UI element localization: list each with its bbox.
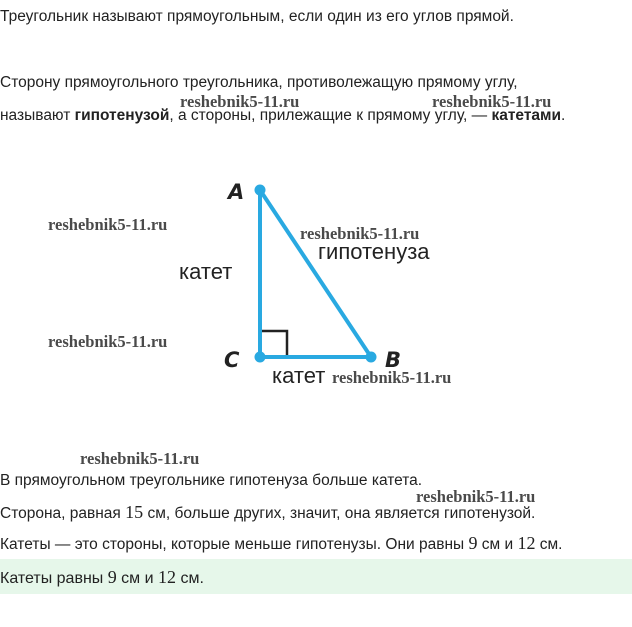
s3-text-b: см и [477,536,518,553]
watermark: reshebnik5-11.ru [416,487,536,506]
answer-box [0,559,632,594]
watermark: reshebnik5-11.ru [332,368,452,387]
watermark: reshebnik5-11.ru [300,224,420,243]
s3-text-c: см. [535,536,563,553]
answer-number-1: 9 [107,567,117,587]
solution-line-3 [0,533,562,554]
s2-text-b: см, больше других, значит, она является гипотенузой. [143,505,536,522]
s3-number-1: 9 [468,533,478,553]
watermark: reshebnik5-11.ru [180,92,300,111]
term-legs: катетами [491,107,562,124]
s3-number-2: 12 [517,533,536,553]
watermark: reshebnik5-11.ru [48,215,168,234]
terms-text-a: называют [0,107,75,124]
s2-text-a: Сторона, равная [0,505,126,522]
definition-text: Треугольник называют прямоугольным, если один из его углов прямой. [0,8,514,25]
vertex-b-label: B [385,348,402,372]
answer-text-b: см и [116,570,159,587]
vertex-c-label: C [224,348,240,372]
answer-text-c: см. [176,570,204,587]
terms-line-1: Сторону прямоугольного треугольника, противолежащую прямому углу, [0,74,518,91]
answer-number-2: 12 [158,567,177,587]
term-hypotenuse: гипотенузой [74,107,170,124]
watermark: reshebnik5-11.ru [432,92,552,111]
right-angle-mark [262,331,287,355]
solution-line-2 [0,502,535,523]
s3-text-a: Катеты — это стороны, которые меньше гипотенузы. Они равны [0,536,469,553]
terms-text-b: , а стороны, прилежащие к прямому углу, — [169,107,492,124]
watermark: reshebnik5-11.ru [48,332,168,351]
watermark: reshebnik5-11.ru [80,449,200,468]
answer-text-a: Катеты равны [0,570,108,587]
answer-text [0,567,204,588]
vertex-a-label: A [228,180,245,204]
hypotenuse-label: гипотенуза [318,239,430,264]
terms-text-c: . [561,107,566,124]
solution-line-1: В прямоугольном треугольнике гипотенуза больше катета. [0,472,423,489]
leg-horizontal-label: катет [272,363,326,388]
vertex-a-dot [255,185,266,196]
vertex-c-dot [255,352,266,363]
vertex-b-dot [366,352,377,363]
leg-vertical-label: катет [179,259,233,284]
s2-number: 15 [125,502,144,522]
